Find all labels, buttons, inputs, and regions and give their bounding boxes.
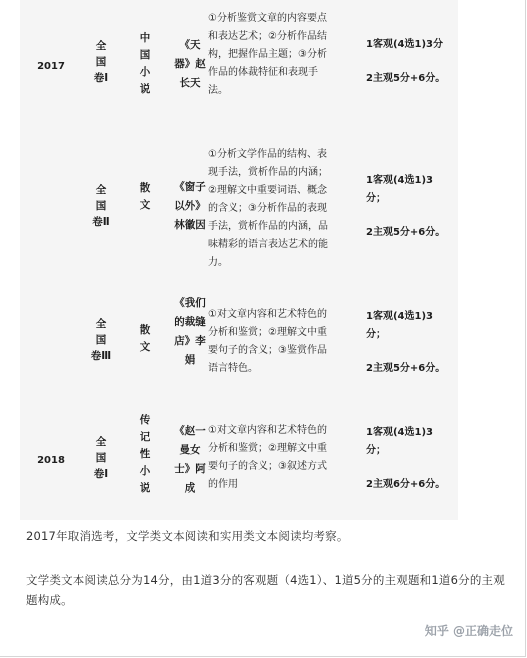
- genre-cell: 散 文: [139, 182, 151, 211]
- table-row: [20, 390, 458, 520]
- exam-table: [20, 0, 458, 520]
- work-cell: 《天 器》赵 长天: [174, 39, 206, 89]
- work-cell: 《窗子 以外》 林徽因: [174, 181, 206, 231]
- table-row: [20, 278, 458, 390]
- score-cell: 1客观(4选1)3 分； 2主观5分+6分。: [366, 175, 446, 238]
- requirements-cell: ①分析文学作品的结构、表 现手法，赏析作品的内涵； ②理解文中重要词语、概念 的含义；③分析作品的表现 手法，赏析作品的内涵，品 味精彩的语言表达艺术的能 力。: [208, 149, 328, 268]
- genre-cell: 中 国 小 说: [139, 32, 151, 95]
- genre-cell: 散 文: [139, 324, 151, 353]
- table-row: [20, 128, 458, 278]
- requirements-cell: ①分析鉴赏文章的内容要点 和表达艺术；②分析作品结 构，把握作品主题；③分析 作品的体裁特征和表现手 法。: [208, 13, 327, 96]
- score-cell: 1客观(4选1)3 分； 2主观5分+6分。: [366, 311, 446, 374]
- paper-cell: 全 国 卷Ⅰ: [93, 436, 109, 480]
- paragraph-note: 2017年取消选考，文学类文本阅读和实用类文本阅读均考察。: [26, 529, 349, 543]
- work-cell: 《赵一 曼女 士》阿 成: [174, 425, 206, 494]
- requirements-cell: ①对文章内容和艺术特色的 分析和鉴赏；②理解文中重 要句子的含义；③叙述方式 的作用: [208, 425, 327, 490]
- table-row: [20, 0, 458, 128]
- score-cell: 1客观(4选1)3 分； 2主观6分+6分。: [366, 427, 446, 490]
- paragraph-score-summary: 文学类文本阅读总分为14分，由1道3分的客观题（4选1）、1道5分的主观题和1道6分的主观题构成。: [26, 573, 505, 607]
- score-cell: 1客观(4选1)3分 2主观5分+6分。: [366, 39, 446, 84]
- watermark: 知乎 @正确走位: [424, 624, 513, 638]
- year-cell: 2017: [37, 61, 65, 72]
- genre-cell: 传 记 性 小 说: [139, 414, 151, 494]
- paper-cell: 全 国 卷Ⅱ: [92, 184, 110, 228]
- paper-cell: 全 国 卷Ⅲ: [90, 318, 112, 362]
- year-cell: 2018: [37, 455, 65, 466]
- paper-cell: 全 国 卷Ⅰ: [93, 40, 109, 84]
- requirements-cell: ①对文章内容和艺术特色的 分析和鉴赏；②理解文中重 要句子的含义；③鉴赏作品 语言特色。: [208, 309, 327, 374]
- work-cell: 《我们 的裁缝 店》李 娟: [174, 297, 206, 366]
